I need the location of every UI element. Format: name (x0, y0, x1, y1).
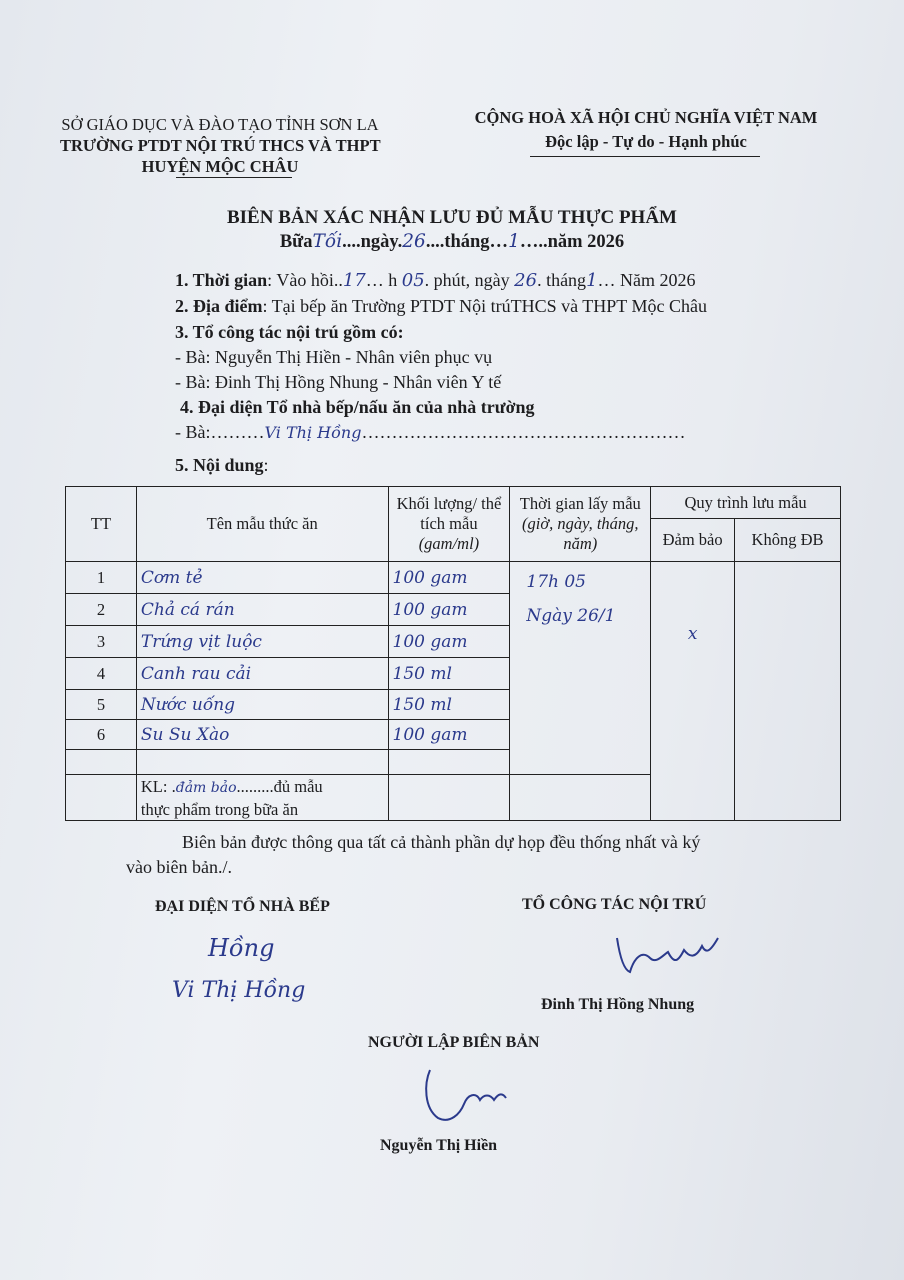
time-text-1: : Vào hồi.. (267, 270, 343, 290)
section-kitchen-label: 4. Đại diện Tổ nhà bếp/nấu ăn của nhà trường (180, 397, 535, 417)
header-time-text: Thời gian lấy mẫu (519, 494, 641, 513)
conclusion-line-2: thực phẩm trong bữa ăn (140, 799, 299, 819)
time-text-2: … h (365, 270, 402, 290)
district-name: HUYỆN MỘC CHÂU (141, 157, 299, 176)
year-label: …..năm 2026 (519, 232, 625, 252)
kitchen-signature-1: Hồng (208, 934, 275, 962)
meal-value: Tối (312, 231, 343, 252)
conclusion-prefix: KL: . (140, 776, 176, 796)
day-value: 26 (402, 231, 426, 252)
row-tt: 1 (66, 562, 137, 594)
header-tt: TT (66, 487, 137, 562)
time-text-3: . phút, ngày (424, 270, 515, 290)
row-food-name: Su Su Xào (136, 720, 388, 750)
kitchen-rep-line (175, 422, 685, 443)
row-weight: 100 gam (388, 562, 510, 594)
meal-label: Bữa (279, 232, 313, 252)
time-text-5: … Năm 2026 (597, 270, 696, 290)
row-tt: 3 (66, 626, 137, 658)
school-name: TRƯỜNG PTDT NỘI TRÚ THCS VÀ THPT (60, 136, 381, 155)
row-weight: 100 gam (388, 594, 510, 626)
section-content-label: 5. Nội dung (175, 455, 264, 475)
section-location (175, 296, 707, 317)
kitchen-rep-prefix: - Bà:……… (175, 422, 265, 442)
ok-cell (651, 562, 735, 821)
row-food-name: Canh rau cải (136, 658, 388, 690)
not-ok-cell (735, 562, 841, 821)
food-sample-table (65, 486, 841, 821)
ok-mark: x (687, 624, 698, 644)
boarding-sig-title: TỔ CÔNG TÁC NỘI TRÚ (522, 896, 707, 913)
document-title: BIÊN BẢN XÁC NHẬN LƯU ĐỦ MẪU THỰC PHẨM (226, 207, 677, 228)
time-text-4: . tháng (537, 270, 587, 290)
header-time-unit: (giờ, ngày, tháng, năm) (522, 514, 639, 553)
boarding-sig-name: Đinh Thị Hồng Nhung (541, 996, 695, 1013)
row-food-name: Trứng vịt luộc (136, 626, 388, 658)
row-weight: 100 gam (388, 720, 510, 750)
conclusion-value: đảm bảo (175, 779, 237, 796)
header-weight-text: Khối lượng/ thể tích mẫu (396, 494, 502, 533)
motto: Độc lập - Tự do - Hạnh phúc (545, 132, 747, 151)
location-text: : Tại bếp ăn Trường PTDT Nội trúTHCS và THPT Mộc Châu (262, 296, 707, 316)
time-cell (510, 562, 651, 775)
row-tt: 6 (66, 720, 137, 750)
header-ok: Đảm bảo (651, 519, 735, 562)
date-month-value: 1 (586, 270, 598, 291)
section-time-label: 1. Thời gian (175, 270, 268, 290)
meal-date-line (0, 231, 904, 253)
kitchen-rep-dots: ……………………………………………… (361, 422, 686, 442)
team-member-2: - Bà: Đinh Thị Hồng Nhung - Nhân viên Y tế (175, 372, 502, 392)
hour-value: 17 (342, 270, 366, 291)
row-weight: 150 ml (388, 658, 510, 690)
month-value: 1 (508, 231, 520, 252)
section-team-label: 3. Tổ công tác nội trú gồm có: (175, 322, 404, 342)
row-tt: 5 (66, 690, 137, 720)
kitchen-rep-name: Vi Thị Hồng (264, 423, 362, 442)
section-content (175, 455, 269, 476)
header-not-ok: Không ĐB (735, 519, 841, 562)
country-name: CỘNG HOÀ XÃ HỘI CHỦ NGHĨA VIỆT NAM (474, 108, 818, 127)
boarding-signature-mark (612, 928, 722, 978)
header-right (440, 107, 852, 152)
header-right-underline (530, 156, 760, 157)
kitchen-sig-title: ĐẠI DIỆN TỔ NHÀ BẾP (155, 898, 330, 915)
table-row (66, 562, 841, 594)
row-food-name: Cơm tẻ (136, 562, 388, 594)
time-value-2: Ngày 26/1 (526, 606, 616, 626)
closing-line-2: vào biên bản./. (126, 857, 232, 877)
row-food-name: Nước uống (136, 690, 388, 720)
row-tt: 4 (66, 658, 137, 690)
row-food-name: Chả cá rán (136, 594, 388, 626)
day-label: ....ngày. (342, 232, 403, 252)
section-location-label: 2. Địa điểm (175, 296, 263, 316)
header-weight-unit: (gam/ml) (418, 534, 480, 553)
header-left (60, 114, 380, 177)
row-tt: 2 (66, 594, 137, 626)
minute-value: 05 (401, 270, 425, 291)
author-signature-mark (420, 1064, 510, 1124)
author-sig-title: NGƯỜI LẬP BIÊN BẢN (368, 1034, 540, 1051)
row-weight: 150 ml (388, 690, 510, 720)
header-process: Quy trình lưu mẫu (651, 487, 841, 519)
time-value-1: 17h 05 (526, 572, 586, 592)
kitchen-signature-2: Vi Thị Hồng (172, 978, 306, 1003)
closing-line-1: Biên bản được thông qua tất cả thành phần dự họp đều thống nhất và ký (182, 832, 701, 852)
header-weight (388, 487, 510, 562)
conclusion-cell (136, 775, 388, 821)
month-label: ....tháng… (425, 232, 509, 252)
section-content-colon: : (263, 455, 269, 475)
author-sig-name: Nguyễn Thị Hiền (380, 1137, 498, 1154)
row-weight: 100 gam (388, 626, 510, 658)
team-member-1: - Bà: Nguyễn Thị Hiền - Nhân viên phục vụ (175, 347, 493, 367)
section-time (175, 270, 696, 291)
header-left-underline (176, 177, 292, 178)
header-food-name: Tên mẫu thức ăn (136, 487, 388, 562)
date-day-value: 26 (514, 270, 538, 291)
department-name: SỞ GIÁO DỤC VÀ ĐÀO TẠO TỈNH SƠN LA (61, 115, 379, 134)
header-time (510, 487, 651, 562)
conclusion-suffix: .........đủ mẫu (236, 776, 323, 796)
